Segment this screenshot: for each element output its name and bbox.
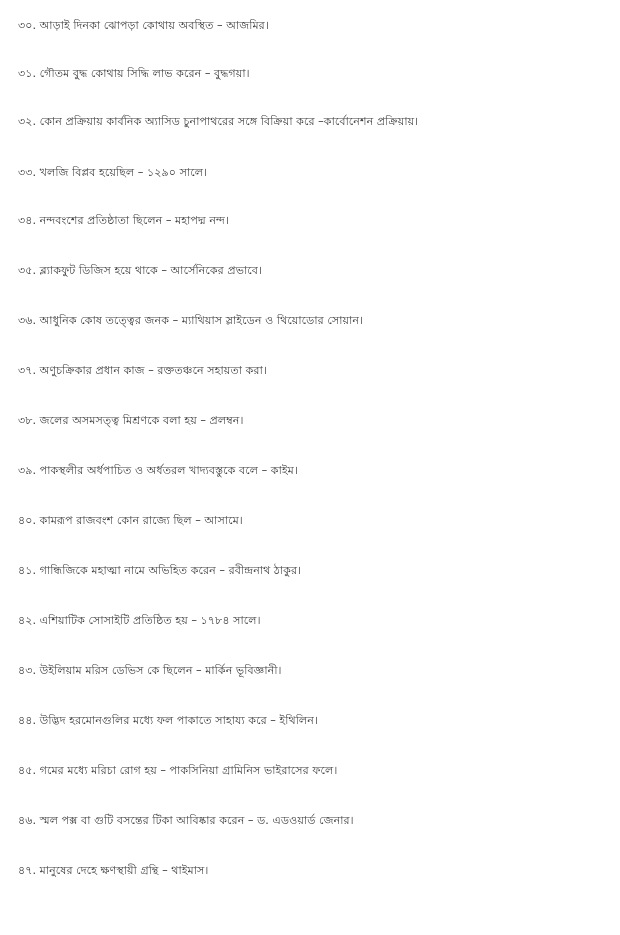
list-item: ৪২. এশিয়াটিক সোসাইটি প্রতিষ্ঠিত হয় – ১৭৮৪ সালে।	[18, 614, 261, 627]
list-item: ৩৭. অণুচক্রিকার প্রধান কাজ – রক্ততঞ্চনে সহায়তা করা।	[18, 364, 267, 377]
list-item: ৪১. গান্ধিজিকে মহাত্মা নামে অভিহিত করেন – রবীন্দ্রনাথ ঠাকুর।	[18, 564, 302, 577]
list-item: ৩৪. নন্দবংশের প্রতিষ্ঠাতা ছিলেন – মহাপদ্ম নন্দ।	[18, 214, 229, 227]
list-item: ৩৫. ব্ল্যাকফুট ডিজিস হয়ে থাকে – আর্সেনিকের প্রভাবে।	[18, 264, 263, 277]
list-item: ৪০. কামরূপ রাজবংশ কোন রাজ্যে ছিল – আসামে।	[18, 514, 243, 527]
list-item: ৩৯. পাকস্থলীর অর্ধপাচিত ও অর্ধতরল খাদ্যবস্তুকে বলে – কাইম।	[18, 464, 298, 477]
list-item: ৪৫. গমের মধ্যে মরিচা রোগ হয় – পাকসিনিয়া গ্রামিনিস ভাইরাসের ফলে।	[18, 764, 338, 777]
list-item: ৩৮. জলের অসমসত্ত্ব মিশ্রণকে বলা হয় – প্রলম্বন।	[18, 414, 244, 427]
list-item: ৪৭. মানুষের দেহে ক্ষণস্থায়ী গ্রন্থি – থাইমাস।	[18, 864, 209, 877]
list-item: ৩০. আড়াই দিনকা ঝোপড়া কোথায় অবস্থিত – আজমির।	[18, 19, 269, 32]
list-item: ৪৪. উদ্ভিদ হরমোনগুলির মধ্যে ফল পাকাতে সাহায্য করে – ইথিলিন।	[18, 714, 318, 727]
list-item: ৩৬. আধুনিক কোষ তত্ত্বের জনক – ম্যাথিয়াস স্লাইডেন ও থিয়োডোর সোয়ান।	[18, 314, 364, 327]
list-item: ৩৩. খলজি বিপ্লব হয়েছিল – ১২৯০ সালে।	[18, 166, 208, 179]
list-item: ৩১. গৌতম বুদ্ধ কোথায় সিদ্ধি লাভ করেন – বুদ্ধগয়া।	[18, 67, 250, 80]
list-item: ৪৩. উইলিয়াম মরিস ডেভিস কে ছিলেন – মার্কিন ভূবিজ্ঞানী।	[18, 664, 282, 677]
list-item: ৩২. কোন প্রক্রিয়ায় কার্বনিক অ্যাসিড চুনাপাথরের সঙ্গে বিক্রিয়া করে –কার্বোনেশন প্রক্রিয়ায়।	[18, 115, 419, 128]
list-item: ৪৬. স্মল পক্স বা গুটি বসন্তের টিকা আবিষ্কার করেন – ড. এডওয়ার্ড জেনার।	[18, 814, 354, 827]
